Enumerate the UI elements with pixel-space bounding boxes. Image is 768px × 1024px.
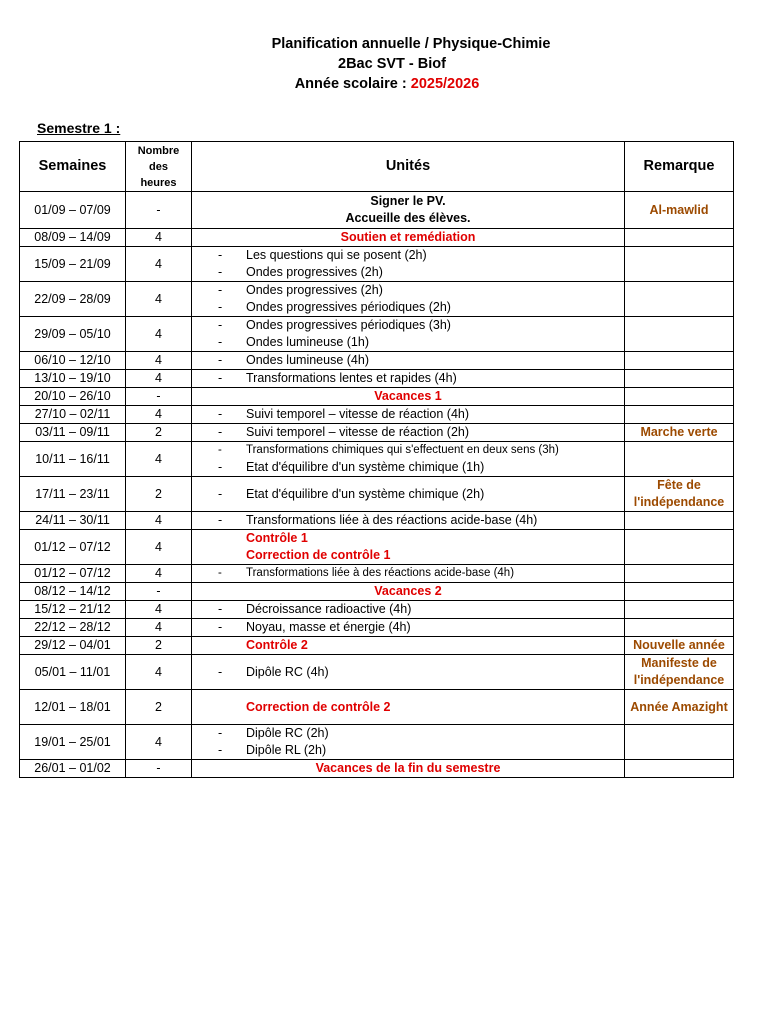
highlight-text: Soutien et remédiation [340,230,476,244]
school-year-line [0,74,768,94]
bullet-dash: - [218,371,223,385]
column-header-weeks: Semaines [20,142,126,192]
remark-cell: Manifeste de l'indépendance [625,655,734,690]
remark-cell [625,530,734,565]
units-cell [192,690,625,725]
hours-cell: 4 [126,725,192,760]
unit-text: Transformations liée à des réactions acide-base (4h) [246,567,515,579]
planning-table [19,141,734,778]
hours-cell: 4 [126,565,192,583]
unit-item [196,512,620,529]
week-cell: 08/09 – 14/09 [20,229,126,247]
unit-text: Ondes lumineuse (1h) [246,335,369,349]
remark-cell [625,442,734,477]
remark-cell [625,247,734,282]
table-row [20,530,734,565]
unit-text: Etat d'équilibre d'un système chimique (2h) [246,486,485,501]
remark-cell: Fête de l'indépendance [625,477,734,512]
highlight-text: Vacances 1 [374,389,442,403]
unit-item [196,370,620,387]
remark-cell [625,583,734,601]
hours-cell: 4 [126,655,192,690]
table-row [20,370,734,388]
hours-cell: - [126,760,192,778]
column-header-units: Unités [192,142,625,192]
remark-cell [625,370,734,388]
unit-text: Suivi temporel – vitesse de réaction (2h) [246,425,470,439]
table-row [20,655,734,690]
week-cell: 03/11 – 09/11 [20,424,126,442]
hours-cell: 4 [126,619,192,637]
unit-text: Ondes progressives périodiques (3h) [246,318,451,332]
bullet-dash: - [218,602,223,616]
remark-cell: Al-mawlid [625,192,734,229]
week-cell: 01/09 – 07/09 [20,192,126,229]
week-cell: 22/09 – 28/09 [20,282,126,317]
week-cell: 08/12 – 14/12 [20,583,126,601]
unit-text: Etat d'équilibre d'un système chimique (1h) [246,460,485,474]
week-cell: 22/12 – 28/12 [20,619,126,637]
hours-cell: 2 [126,477,192,512]
unit-text: Ondes progressives (2h) [246,265,383,279]
remark-cell [625,406,734,424]
units-cell [192,477,625,512]
remark-cell [625,229,734,247]
units-cell [192,352,625,370]
unit-item [196,299,620,316]
units-cell [192,601,625,619]
remark-cell [625,388,734,406]
unit-text: Transformations liée à des réactions acide-base (4h) [246,513,538,527]
unit-item [196,317,620,334]
unit-item [196,725,620,742]
bullet-dash: - [218,248,223,262]
table-row [20,690,734,725]
table-row [20,760,734,778]
control-text: Contrôle 1 [246,531,308,545]
table-row [20,583,734,601]
remark-cell [625,282,734,317]
bullet-dash: - [218,283,223,297]
bullet-dash: - [218,318,223,332]
unit-text: Dipôle RL (2h) [246,743,327,757]
table-row [20,619,734,637]
unit-text: Accueille des élèves. [345,211,471,225]
bullet-dash: - [218,664,223,679]
table-row [20,424,734,442]
table-row [20,317,734,352]
school-year-label: Année scolaire : [294,76,407,92]
bullet-dash: - [218,726,223,740]
highlight-text: Vacances de la fin du semestre [315,761,501,775]
hours-cell: - [126,388,192,406]
week-cell: 06/10 – 12/10 [20,352,126,370]
week-cell: 01/12 – 07/12 [20,530,126,565]
week-cell: 29/09 – 05/10 [20,317,126,352]
table-row [20,637,734,655]
bullet-dash: - [218,265,223,279]
document-header [0,34,768,94]
unit-item [196,406,620,423]
control-text: Correction de contrôle 1 [246,548,391,562]
table-row [20,565,734,583]
hours-cell: - [126,583,192,601]
hours-cell: 4 [126,406,192,424]
remark-cell [625,760,734,778]
units-cell [192,370,625,388]
units-cell [192,530,625,565]
document-title: Planification annuelle / Physique-Chimie [271,36,551,52]
hours-cell: 4 [126,530,192,565]
week-cell: 27/10 – 02/11 [20,406,126,424]
unit-item [196,601,620,618]
bullet-dash: - [218,513,223,527]
bullet-dash: - [218,486,223,501]
bullet-dash: - [218,425,223,439]
control-text: Correction de contrôle 2 [246,699,391,714]
units-cell [192,637,625,655]
hours-cell: 4 [126,247,192,282]
hours-cell: 2 [126,637,192,655]
class-label: 2Bac SVT - Biof [338,56,446,72]
unit-item [196,247,620,264]
unit-text: Signer le PV. [370,194,446,208]
week-cell: 19/01 – 25/01 [20,725,126,760]
hours-cell: 4 [126,282,192,317]
unit-item [196,424,620,441]
units-cell [192,317,625,352]
bullet-dash: - [218,743,223,757]
week-cell: 15/09 – 21/09 [20,247,126,282]
unit-item [196,742,620,759]
bullet-dash: - [218,444,222,456]
units-cell [192,282,625,317]
remark-cell [625,317,734,352]
table-row [20,229,734,247]
table-row [20,352,734,370]
table-body [20,192,734,778]
unit-text: Ondes progressives (2h) [246,283,383,297]
unit-item [196,486,620,503]
unit-item [196,442,620,459]
table-row [20,725,734,760]
bullet-dash: - [218,300,223,314]
hours-cell: 4 [126,370,192,388]
bullet-dash: - [218,335,223,349]
hours-cell: 4 [126,229,192,247]
hours-cell: 4 [126,317,192,352]
remark-cell: Marche verte [625,424,734,442]
control-text: Contrôle 2 [246,638,308,652]
unit-item [196,565,620,582]
unit-item [196,352,620,369]
units-cell [192,760,625,778]
units-cell [192,406,625,424]
unit-text: Les questions qui se posent (2h) [246,248,427,262]
unit-text: Transformations lentes et rapides (4h) [246,371,457,385]
units-cell [192,655,625,690]
units-cell [192,229,625,247]
remark-cell [625,619,734,637]
units-cell [192,725,625,760]
week-cell: 17/11 – 23/11 [20,477,126,512]
unit-item [196,619,620,636]
units-cell [192,565,625,583]
table-row [20,601,734,619]
school-year-value: 2025/2026 [410,76,480,92]
unit-text: Ondes lumineuse (4h) [246,353,369,367]
remark-cell [625,512,734,530]
unit-item [196,664,620,681]
unit-item [196,282,620,299]
bullet-dash: - [218,620,223,634]
week-cell: 12/01 – 18/01 [20,690,126,725]
remark-cell: Nouvelle année [625,637,734,655]
table-row [20,442,734,477]
unit-text: Décroissance radioactive (4h) [246,602,412,616]
week-cell: 13/10 – 19/10 [20,370,126,388]
bullet-dash: - [218,407,223,421]
week-cell: 15/12 – 21/12 [20,601,126,619]
week-cell: 01/12 – 07/12 [20,565,126,583]
column-header-hours: Nombre des heures [126,142,192,192]
hours-cell: 4 [126,352,192,370]
units-cell [192,442,625,477]
week-cell: 24/11 – 30/11 [20,512,126,530]
table-row [20,247,734,282]
units-cell [192,247,625,282]
remark-cell [625,565,734,583]
hours-cell: 2 [126,690,192,725]
unit-item [196,459,620,476]
units-cell [192,388,625,406]
unit-text: Suivi temporel – vitesse de réaction (4h) [246,407,470,421]
column-header-remark: Remarque [625,142,734,192]
week-cell: 26/01 – 01/02 [20,760,126,778]
units-cell [192,583,625,601]
table-row [20,192,734,229]
remark-cell [625,725,734,760]
bullet-dash: - [218,353,223,367]
bullet-dash: - [218,460,223,474]
unit-text: Noyau, masse et énergie (4h) [246,620,411,634]
table-row [20,282,734,317]
bullet-dash: - [218,567,222,579]
unit-text: Ondes progressives périodiques (2h) [246,300,451,314]
table-row [20,406,734,424]
unit-item [196,334,620,351]
remark-cell [625,601,734,619]
units-cell [192,192,625,229]
units-cell [192,619,625,637]
hours-cell: 4 [126,442,192,477]
units-cell [192,512,625,530]
remark-cell [625,352,734,370]
units-cell [192,424,625,442]
hours-cell: 4 [126,512,192,530]
semester-label: Semestre 1 : [37,120,121,136]
week-cell: 29/12 – 04/01 [20,637,126,655]
hours-cell: - [126,192,192,229]
unit-item [196,264,620,281]
table-row [20,512,734,530]
hours-cell: 4 [126,601,192,619]
remark-cell: Année Amazight [625,690,734,725]
table-row [20,388,734,406]
hours-cell: 2 [126,424,192,442]
table-header-row [20,142,734,192]
week-cell: 05/01 – 11/01 [20,655,126,690]
unit-text: Dipôle RC (4h) [246,664,329,679]
table-row [20,477,734,512]
week-cell: 10/11 – 16/11 [20,442,126,477]
unit-text: Transformations chimiques qui s'effectuent en deux sens (3h) [246,444,559,456]
highlight-text: Vacances 2 [374,584,442,598]
week-cell: 20/10 – 26/10 [20,388,126,406]
unit-text: Dipôle RC (2h) [246,726,329,740]
